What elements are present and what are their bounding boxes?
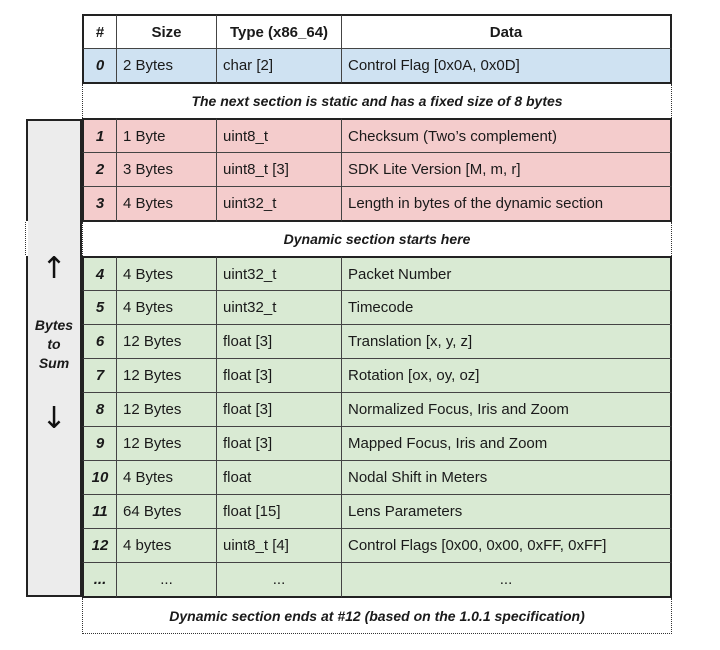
bytes-to-sum-label <box>26 316 82 373</box>
cell-type: float [3] <box>217 358 342 392</box>
cell-type: uint32_t <box>217 290 342 324</box>
table-row <box>82 48 672 84</box>
table-row <box>82 562 672 598</box>
cell-type: ... <box>217 562 342 598</box>
cell-data: Length in bytes of the dynamic section <box>342 186 672 222</box>
cell-size: ... <box>117 562 217 598</box>
table-row <box>82 324 672 358</box>
header-data: Data <box>342 14 672 48</box>
cell-size: 12 Bytes <box>117 358 217 392</box>
cell-data: Control Flags [0x00, 0x00, 0xFF, 0xFF] <box>342 528 672 562</box>
header-type: Type (x86_64) <box>217 14 342 48</box>
cell-size: 64 Bytes <box>117 494 217 528</box>
arrow-up-icon: ↑ <box>41 251 67 286</box>
cell-num: 6 <box>82 324 117 358</box>
table-row <box>82 426 672 460</box>
side-label-line: Sum <box>38 355 70 371</box>
cell-type: uint8_t [3] <box>217 152 342 186</box>
cell-data: Timecode <box>342 290 672 324</box>
cell-data: Checksum (Two’s complement) <box>342 118 672 152</box>
table-row <box>82 358 672 392</box>
cell-num: 12 <box>82 528 117 562</box>
static-section-note: The next section is static and has a fixed size of 8 bytes <box>82 84 672 118</box>
cell-type: float [3] <box>217 324 342 358</box>
cell-data: Translation [x, y, z] <box>342 324 672 358</box>
cell-size: 4 Bytes <box>117 290 217 324</box>
side-label-line: Bytes <box>34 317 74 333</box>
cell-type: uint32_t <box>217 256 342 290</box>
cell-data: Normalized Focus, Iris and Zoom <box>342 392 672 426</box>
cell-type: float [3] <box>217 426 342 460</box>
cell-size: 2 Bytes <box>117 48 217 84</box>
cell-type: uint8_t <box>217 118 342 152</box>
cell-data: Lens Parameters <box>342 494 672 528</box>
table-row <box>82 494 672 528</box>
cell-num: 8 <box>82 392 117 426</box>
cell-data: ... <box>342 562 672 598</box>
cell-type: char [2] <box>217 48 342 84</box>
cell-num: 4 <box>82 256 117 290</box>
cell-data: Control Flag [0x0A, 0x0D] <box>342 48 672 84</box>
table-row <box>82 392 672 426</box>
cell-type: float [3] <box>217 392 342 426</box>
cell-num: 2 <box>82 152 117 186</box>
cell-num: 5 <box>82 290 117 324</box>
table-row <box>82 152 672 186</box>
table-row <box>82 460 672 494</box>
cell-num: 0 <box>82 48 117 84</box>
cell-size: 1 Byte <box>117 118 217 152</box>
cell-data: Mapped Focus, Iris and Zoom <box>342 426 672 460</box>
table-row <box>82 186 672 222</box>
cell-size: 12 Bytes <box>117 392 217 426</box>
table-row <box>82 118 672 152</box>
cell-type: uint32_t <box>217 186 342 222</box>
cell-type: uint8_t [4] <box>217 528 342 562</box>
header-num: # <box>82 14 117 48</box>
cell-data: Rotation [ox, oy, oz] <box>342 358 672 392</box>
cell-size: 4 Bytes <box>117 186 217 222</box>
cell-num: 11 <box>82 494 117 528</box>
dynamic-end-note: Dynamic section ends at #12 (based on the 1.0.1 specification) <box>82 598 672 634</box>
cell-size: 4 Bytes <box>117 460 217 494</box>
table-row <box>82 528 672 562</box>
cell-data: Packet Number <box>342 256 672 290</box>
cell-size: 12 Bytes <box>117 324 217 358</box>
table-row <box>82 256 672 290</box>
cell-size: 12 Bytes <box>117 426 217 460</box>
cell-num: 1 <box>82 118 117 152</box>
cell-type: float [15] <box>217 494 342 528</box>
table-header <box>82 14 672 48</box>
cell-num: 9 <box>82 426 117 460</box>
cell-data: SDK Lite Version [M, m, r] <box>342 152 672 186</box>
arrow-down-icon: ↓ <box>41 401 67 436</box>
dynamic-start-note: Dynamic section starts here <box>82 222 672 256</box>
header-size: Size <box>117 14 217 48</box>
cell-size: 4 Bytes <box>117 256 217 290</box>
bracket-gap-dotted-line <box>25 222 26 255</box>
table-row <box>82 290 672 324</box>
cell-num: 10 <box>82 460 117 494</box>
cell-type: float <box>217 460 342 494</box>
side-label-line: to <box>47 336 61 352</box>
cell-num: 3 <box>82 186 117 222</box>
cell-data: Nodal Shift in Meters <box>342 460 672 494</box>
cell-size: 4 bytes <box>117 528 217 562</box>
cell-num: ... <box>82 562 117 598</box>
cell-size: 3 Bytes <box>117 152 217 186</box>
cell-num: 7 <box>82 358 117 392</box>
